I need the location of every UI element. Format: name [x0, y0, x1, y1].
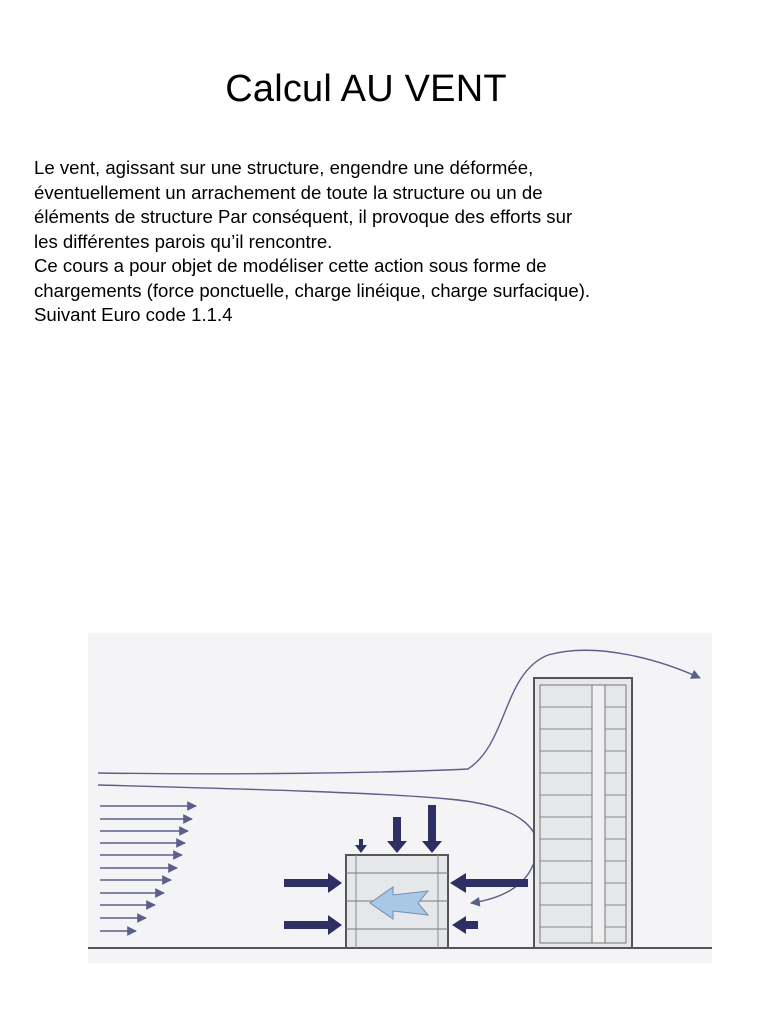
text-line: Le vent, agissant sur une structure, engendre une déformée, [34, 157, 534, 178]
wind-diagram [88, 633, 712, 963]
tall-building [534, 678, 632, 948]
intro-paragraph [34, 156, 734, 328]
tall-building-body [534, 678, 632, 948]
small-building [346, 855, 448, 948]
text-line: éventuellement un arrachement de toute la structure ou un de [34, 181, 543, 203]
text-line: les différentes parois qu’il rencontre. [34, 230, 333, 252]
text-line: éléments de structure Par conséquent, il provoque des efforts sur [34, 206, 573, 227]
text-line: Ce cours a pour objet de modéliser cette action sous forme de [34, 255, 547, 276]
page-title: Calcul AU VENT [225, 68, 507, 110]
text-line: Suivant Euro code 1.1.4 [34, 304, 233, 325]
text-line: chargements (force ponctuelle, charge linéique, charge surfacique). [34, 279, 591, 301]
tall-building-core [592, 685, 605, 943]
